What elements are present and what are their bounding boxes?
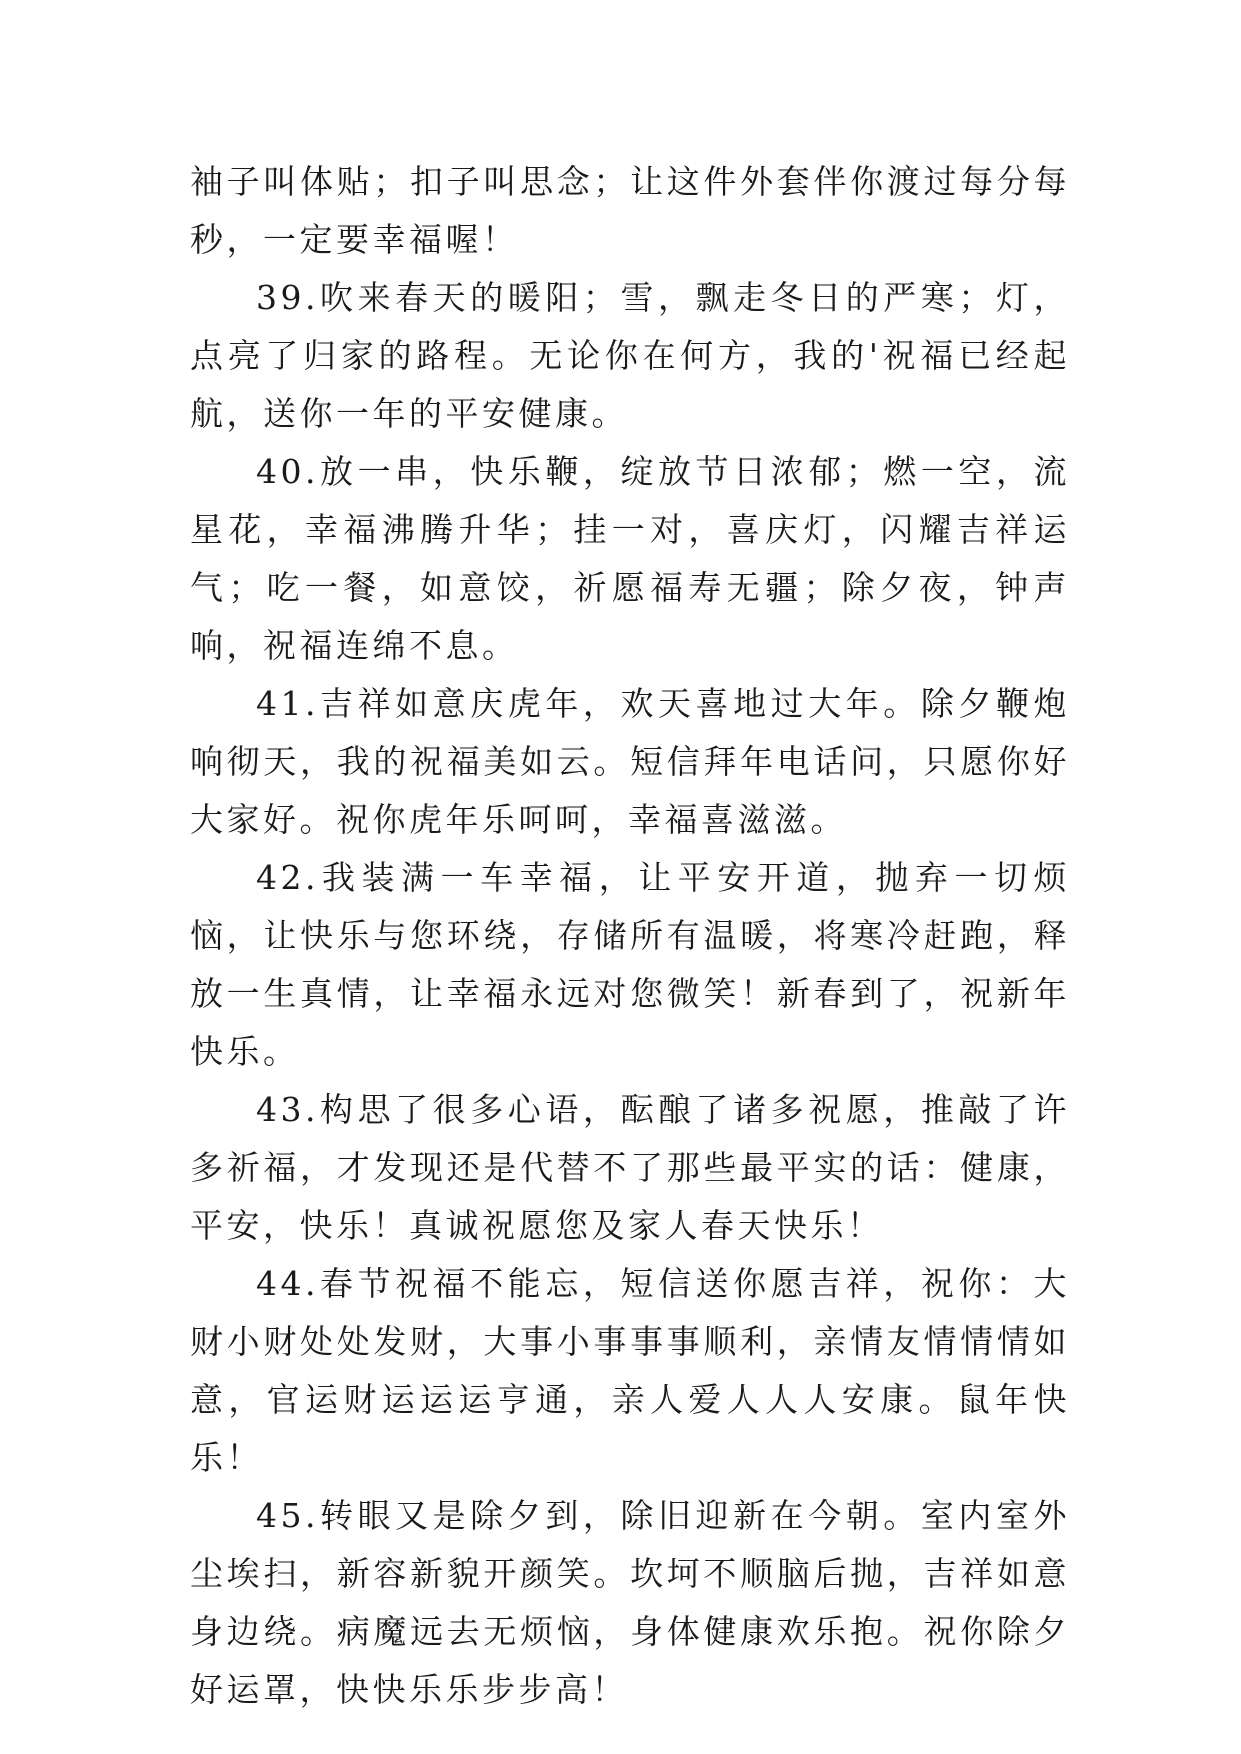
document-body — [190, 153, 1070, 1719]
paragraph-40: 40.放一串，快乐鞭，绽放节日浓郁；燃一空，流星花，幸福沸腾升华；挂一对，喜庆灯，闪耀吉祥运气；吃一餐，如意饺，祈愿福寿无疆；除夕夜，钟声响，祝福连绵不息。 — [190, 452, 1070, 665]
paragraph-44: 44.春节祝福不能忘，短信送你愿吉祥，祝你：大财小财处处发财，大事小事事事顺利，亲情友情情情如意，官运财运运运亨通，亲人爱人人人安康。鼠年快乐！ — [190, 1264, 1070, 1477]
paragraph-continued: 袖子叫体贴；扣子叫思念；让这件外套伴你渡过每分每秒，一定要幸福喔！ — [190, 162, 1070, 259]
paragraph-41: 41.吉祥如意庆虎年，欢天喜地过大年。除夕鞭炮响彻天，我的祝福美如云。短信拜年电话问，只愿你好大家好。祝你虎年乐呵呵，幸福喜滋滋。 — [190, 684, 1070, 839]
paragraph-43: 43.构思了很多心语，酝酿了诸多祝愿，推敲了许多祈福，才发现还是代替不了那些最平实的话：健康，平安，快乐！真诚祝愿您及家人春天快乐！ — [190, 1090, 1070, 1245]
paragraph-42: 42.我装满一车幸福，让平安开道，抛弃一切烦恼，让快乐与您环绕，存储所有温暖，将寒冷赶跑，释放一生真情，让幸福永远对您微笑！新春到了，祝新年快乐。 — [190, 858, 1070, 1071]
paragraph-45: 45.转眼又是除夕到，除旧迎新在今朝。室内室外尘埃扫，新容新貌开颜笑。坎坷不顺脑后抛，吉祥如意身边绕。病魔远去无烦恼，身体健康欢乐抱。祝你除夕好运罩，快快乐乐步步高！ — [190, 1496, 1070, 1709]
paragraph-39: 39.吹来春天的暖阳；雪，飘走冬日的严寒；灯，点亮了归家的路程。无论你在何方，我的'祝福已经起航，送你一年的平安健康。 — [190, 278, 1070, 433]
